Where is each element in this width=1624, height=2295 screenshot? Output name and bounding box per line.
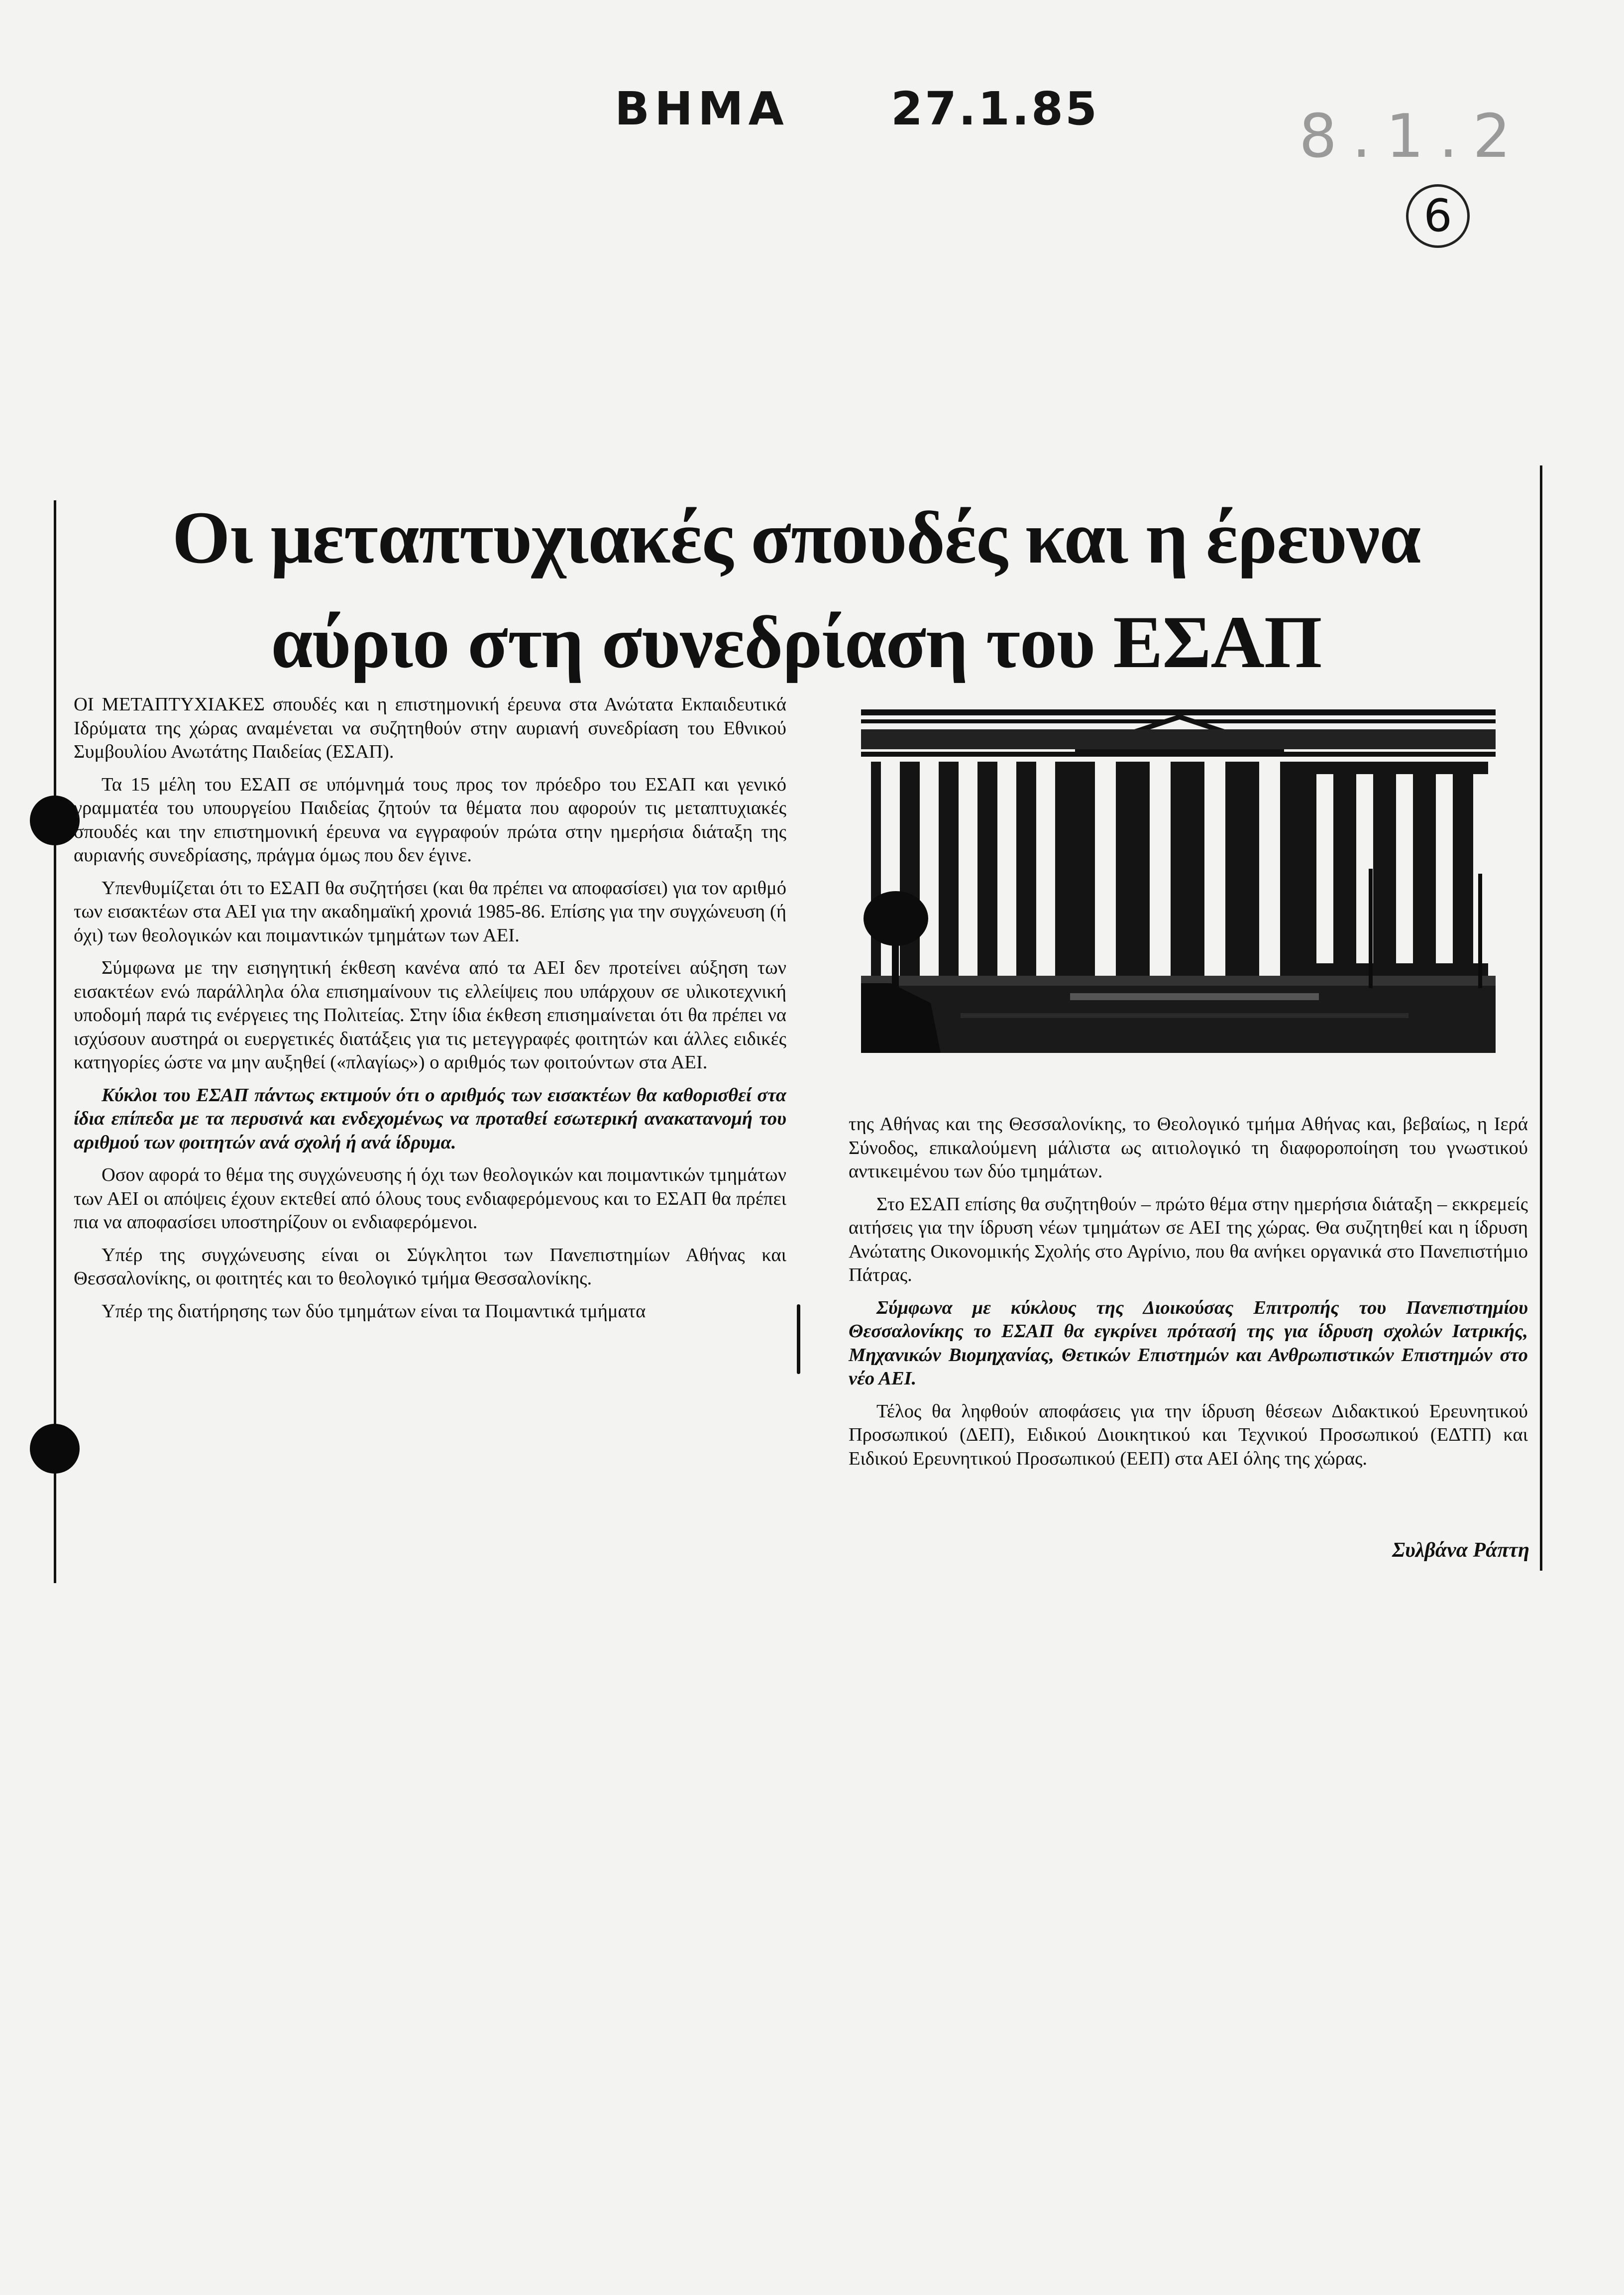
article-left-column xyxy=(74,693,786,1332)
paragraph-intro: ΟΙ ΜΕΤΑΠΤΥΧΙΑΚΕΣ σπουδές και η επιστημονική έρευνα στα Ανώτατα Εκπαιδευτικά Ιδρύματα της χώρας αναμένεται να συζητηθούν στην αυριανή συνεδρίαση του Εθνικού Συμβουλίου Ανωτάτης Παιδείας (ΕΣΑΠ). xyxy=(74,694,786,762)
left-column-rule xyxy=(54,500,56,1583)
paragraph: Υπέρ της διατήρησης των δύο τμημάτων είναι τα Ποιμαντικά τμήματα xyxy=(102,1300,646,1322)
paragraph-emphasis: Κύκλοι του ΕΣΑΠ πάντως εκτιμούν ότι ο αριθμός των εισακτέων θα καθορισθεί στα ίδια επίπεδα με τα περυσινά και ενδεχομένως να προταθεί εσωτερική ανακατανομή του αριθμού των φοιτητών ανά σχολή ή ανά ίδρυμα. xyxy=(74,1084,786,1153)
headline-line-1: Οι μεταπτυχιακές σπουδές και η έρευνα xyxy=(172,496,1421,579)
paragraph-continued: της Αθήνας και της Θεσσαλονίκης, το Θεολογικό τμήμα Αθήνας και, βεβαίως, η Ιερά Σύνοδος, επικαλούμενη μάλιστα ως αιτιολογικό τη διαφοροποίηση του γνωστικού αντικειμένου των δύο τμημάτων. xyxy=(849,1114,1528,1182)
paragraph: Στο ΕΣΑΠ επίσης θα συζητηθούν – πρώτο θέμα στην ημερήσια διάταξη – εκκρεμείς αιτήσεις για την ίδρυση νέων τμημάτων σε ΑΕΙ της χώρας. Θα συζητηθεί και η ίδρυση Ανώτατης Οικονομικής Σχολής στο Αγρίνιο, που θα ανήκει οργανικά στο Πανεπιστήμιο Πάτρας. xyxy=(849,1193,1528,1285)
paragraph: Υπέρ της συγχώνευσης είναι οι Σύγκλητοι των Πανεπιστημίων Αθήνας και Θεσσαλονίκης, οι φοιτητές και το θεολογικό τμήμα Θεσσαλονίκης. xyxy=(74,1244,786,1289)
margin-marker-rule xyxy=(797,1304,800,1374)
paragraph: Οσον αφορά το θέμα της συγχώνευσης ή όχι των θεολογικών και ποιμαντικών τμημάτων των ΑΕΙ οι απόψεις έχουν εκτεθεί από όλους τους ενδιαφερόμενους και το ΕΣΑΠ θα πρέπει πια να αποφασίσει υποστηρίζουν οι ενδιαφερόμενοι. xyxy=(74,1164,786,1233)
paragraph: Τα 15 μέλη του ΕΣΑΠ σε υπόμνημά τους προς τον πρόεδρο του ΕΣΑΠ και γενικό γραμματέα του υπουργείου Παιδείας ζητούν τα θέματα που αφορούν τις μεταπτυχιακές σπουδές και την επιστημονική έρευνα να εγγραφούν πρώτα στην ημερήσια διάταξη της αυριανής συνεδρίασης, πράγμα όμως που δεν έγινε. xyxy=(74,774,786,866)
right-column-rule xyxy=(1540,465,1542,1571)
punch-hole-bottom xyxy=(30,1424,80,1474)
article-right-column xyxy=(849,1113,1528,1480)
building-photo xyxy=(861,704,1496,1053)
paragraph: Υπενθυμίζεται ότι το ΕΣΑΠ θα συζητήσει (και θα πρέπει να αποφασίσει) για τον αριθμό των εισακτέων στα ΑΕΙ για την ακαδημαϊκή χρονιά 1985-86. Επίσης για την συγχώνευση (ή όχι) των θεολογικών και ποιμαντικών τμημάτων των ΑΕΙ. xyxy=(74,877,786,946)
circled-page-number: 6 xyxy=(1406,184,1470,248)
handwritten-date: 27.1.85 xyxy=(891,82,1099,135)
handwritten-archive-code: 8.1.2 xyxy=(1299,102,1526,171)
paragraph: Σύμφωνα με την εισηγητική έκθεση κανένα από τα ΑΕΙ δεν προτείνει αύξηση των εισακτέων ενώ παράλληλα όλα επισημαίνουν τις ελλείψεις που υπάρχουν σε υλικοτεχνική υποδομή παρά τις ενέργειες της Πολιτείας. Στην ίδια έκθεση επισημαίνεται ότι θα πρέπει να ισχύσουν αυστηρά οι ευεργετικές διατάξεις για τις μετεγγραφές φοιτητών και άλλες ειδικές κατηγορίες ώστε να μην αυξηθεί («πλαγίως») ο αριθμός των φοιτούντων στα ΑΕΙ. xyxy=(74,957,786,1073)
handwritten-source: ΒΗΜΑ xyxy=(615,82,789,135)
article-headline xyxy=(60,485,1533,694)
author-signature: Συλβάνα Ράπτη xyxy=(1392,1539,1529,1562)
punch-hole-top xyxy=(30,796,80,845)
paragraph-emphasis: Σύμφωνα με κύκλους της Διοικούσας Επιτροπής του Πανεπιστημίου Θεσσαλονίκης το ΕΣΑΠ θα εγκρίνει πρότασή της για ίδρυση σχολών Ιατρικής, Μηχανικών Βιομηχανίας, Θετικών Επιστημών και Ανθρωπιστικών Επιστημών στο νέο ΑΕΙ. xyxy=(849,1297,1528,1389)
paragraph: Τέλος θα ληφθούν αποφάσεις για την ίδρυση θέσεων Διδακτικού Ερευνητικού Προσωπικού (ΔΕΠ), Ειδικού Διοικητικού και Τεχνικού Προσωπικού (ΕΔΤΠ) και Ειδικού Ερευνητικού Προσωπικού (ΕΕΠ) στα ΑΕΙ όλης της χώρας. xyxy=(849,1400,1528,1469)
headline-line-2: αύριο στη συνεδρίαση του ΕΣΑΠ xyxy=(271,601,1322,684)
